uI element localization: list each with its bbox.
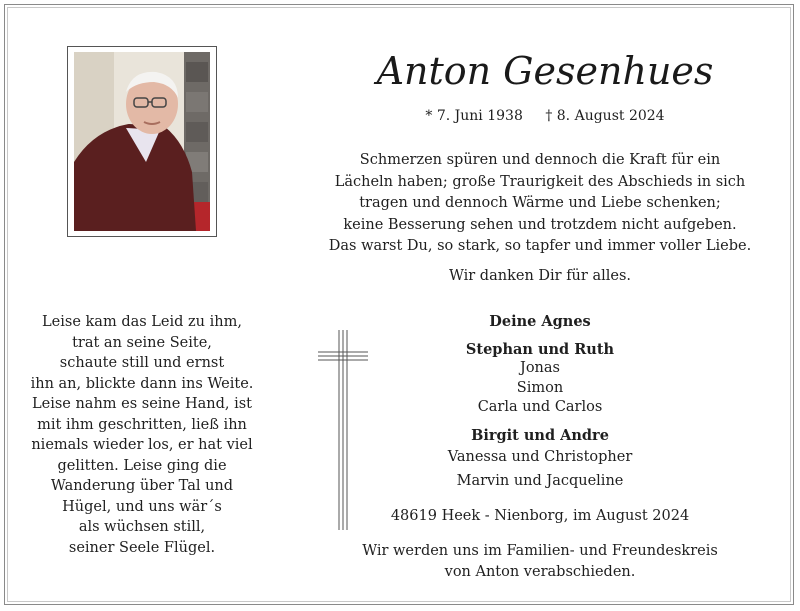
farewell-line: von Anton verabschieden. bbox=[444, 563, 636, 580]
poem-line: schaute still und ernst bbox=[59, 355, 225, 371]
poem-line: Leise kam das Leid zu ihm, bbox=[42, 314, 242, 330]
portrait-frame bbox=[67, 46, 217, 237]
poem-line: Leise nahm es seine Hand, ist bbox=[31, 396, 252, 412]
poem-line: mit ihm geschritten, ließ ihn bbox=[37, 416, 247, 433]
portrait-photo bbox=[74, 52, 210, 231]
poem-line: als wüchsen still, bbox=[78, 519, 206, 535]
poem-line: Wanderung über Tal und bbox=[50, 478, 234, 494]
place-and-date: 48619 Heek - Nienborg, im August 2024 bbox=[390, 508, 690, 524]
poem-line: trat an seine Seite, bbox=[72, 334, 212, 351]
poem-line: Hügel, und uns wär´s bbox=[62, 498, 222, 515]
family-group-head: Birgit und Andre bbox=[471, 426, 609, 444]
quote-line: Lächeln haben; große Traurigkeit des Abschieds in sich bbox=[334, 173, 746, 190]
deceased-name-signature bbox=[360, 36, 730, 106]
family-group-head: Stephan und Ruth bbox=[465, 340, 615, 358]
quote-text bbox=[300, 150, 780, 258]
thanks-text: Wir danken Dir für alles. bbox=[448, 268, 631, 284]
quote-line: tragen und dennoch Wärme und Liebe schenken; bbox=[359, 195, 721, 211]
deceased-name: Anton Gesenhues bbox=[376, 49, 714, 93]
death-date: † 8. August 2024 bbox=[545, 108, 665, 124]
poem-line: niemals wieder los, er hat viel bbox=[31, 437, 253, 453]
family-member: Marvin und Jacqueline bbox=[456, 472, 624, 489]
farewell-note bbox=[300, 541, 780, 582]
family-list bbox=[300, 312, 780, 491]
poem-text bbox=[22, 312, 262, 558]
spouse-name: Deine Agnes bbox=[489, 313, 591, 330]
quote-line: Schmerzen spüren und dennoch die Kraft für ein bbox=[359, 152, 721, 168]
quote-line: Das warst Du, so stark, so tapfer und immer voller Liebe. bbox=[328, 238, 752, 254]
farewell-line: Wir werden uns im Familien- und Freundeskreis bbox=[362, 543, 718, 559]
poem-line: gelitten. Leise ging die bbox=[57, 457, 227, 474]
family-member: Jonas bbox=[520, 360, 560, 376]
poem-line: seiner Seele Flügel. bbox=[68, 539, 216, 556]
poem-line: ihn an, blickte dann ins Weite. bbox=[30, 375, 254, 392]
family-member: Carla und Carlos bbox=[477, 399, 603, 415]
family-member: Simon bbox=[516, 379, 564, 396]
life-dates bbox=[420, 108, 670, 124]
family-member: Vanessa und Christopher bbox=[447, 449, 633, 465]
birth-date: * 7. Juni 1938 bbox=[425, 108, 523, 124]
quote-line: keine Besserung sehen und trotzdem nicht aufgeben. bbox=[343, 216, 737, 233]
